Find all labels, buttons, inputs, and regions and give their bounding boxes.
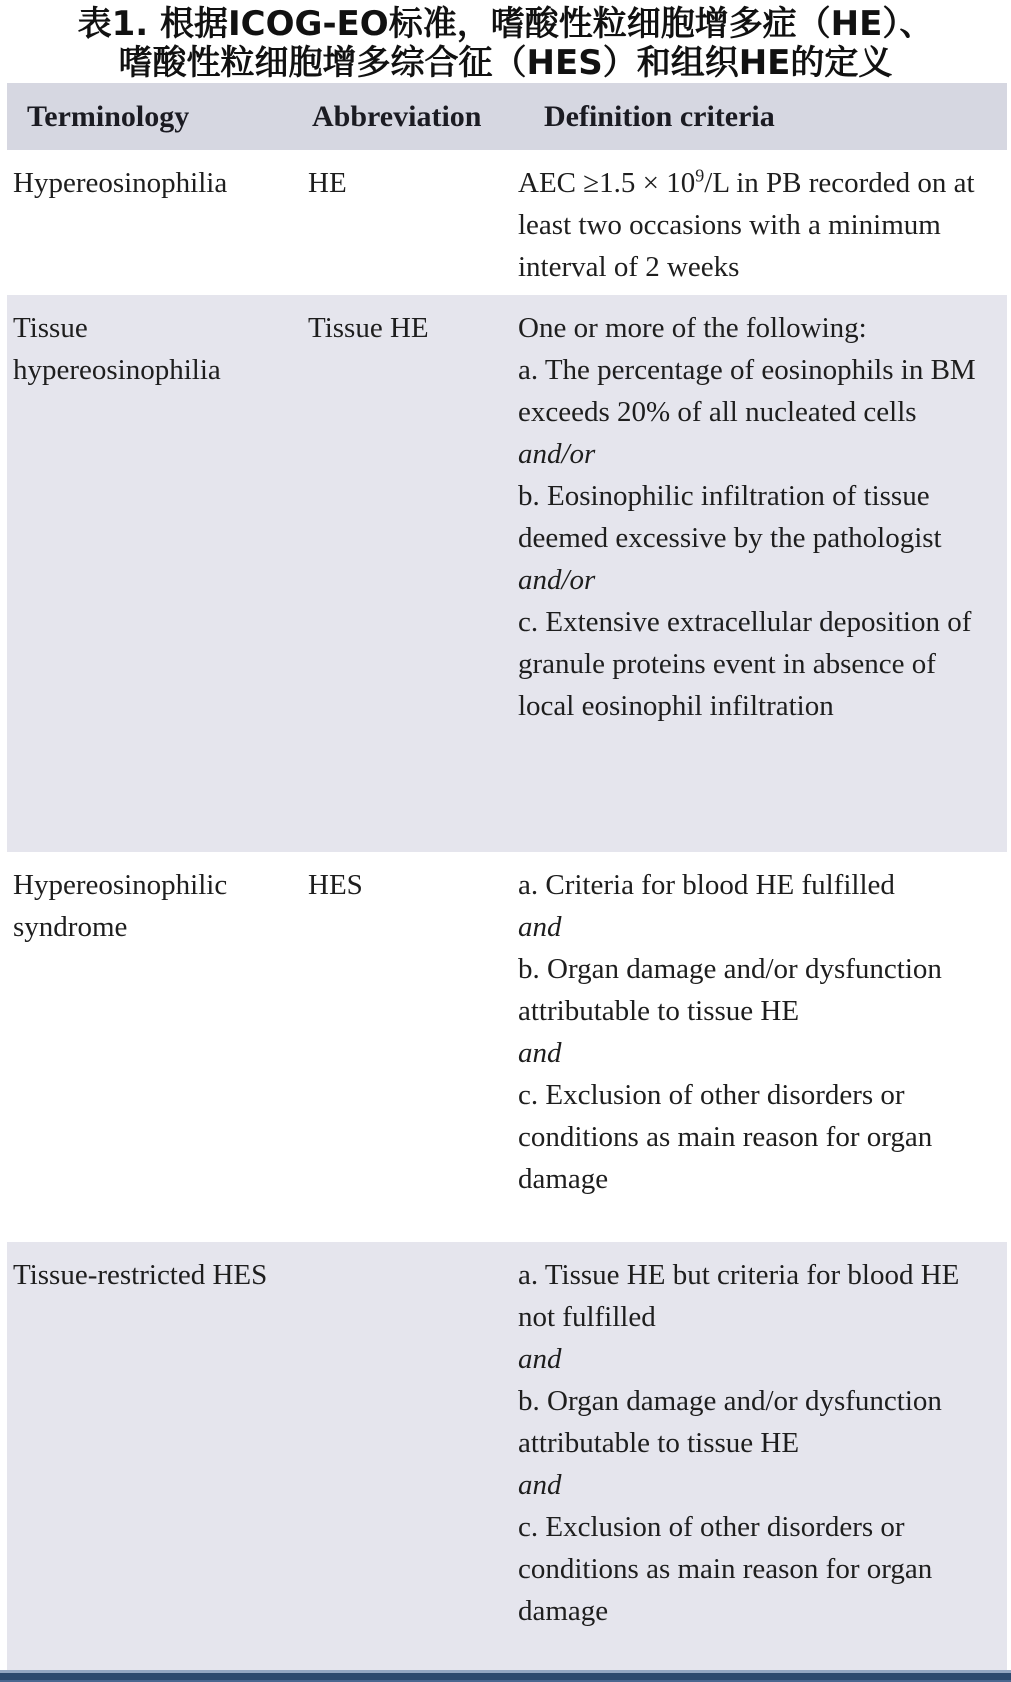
table-caption-line2: 嗜酸性粒细胞增多综合征（HES）和组织HE的定义 <box>118 43 893 83</box>
abbreviation-cell <box>302 1242 512 1670</box>
definition-connector: and <box>518 1343 562 1375</box>
terminology-cell: Tissue-restricted HES <box>13 1259 268 1291</box>
terminology-cell: Hypereosinophilic syndrome <box>13 869 228 943</box>
table-row-hypereosinophilic-syndrome <box>7 852 1007 1242</box>
definition-line: b. Eosinophilic infiltration of tissue deemed excessive by the pathologist <box>518 480 942 554</box>
bottom-rule-bar <box>0 1670 1011 1682</box>
definition-cell <box>512 150 1007 295</box>
definition-connector: and <box>518 1037 562 1069</box>
definition-cell <box>512 852 1007 1242</box>
superscript-exponent: 9 <box>695 165 705 186</box>
bottom-rule-dark-stripe <box>0 1673 1011 1680</box>
terminology-cell: Hypereosinophilia <box>13 167 228 199</box>
definition-line <box>518 162 995 288</box>
definition-cell <box>512 1242 1007 1670</box>
header-abbreviation: Abbreviation <box>312 99 482 133</box>
abbreviation-cell: HE <box>308 167 347 199</box>
definition-line: a. Criteria for blood HE fulfilled <box>518 869 895 901</box>
definition-line: a. Tissue HE but criteria for blood HE not fulfilled <box>518 1259 960 1333</box>
definition-connector: and/or <box>518 564 596 596</box>
definition-cell <box>512 295 1007 852</box>
definition-text: /L in PB recorded on at least two occasions with a minimum interval of 2 weeks <box>518 167 975 283</box>
table-row-tissue-hypereosinophilia <box>7 295 1007 852</box>
table-header-row <box>7 83 1007 150</box>
definition-text: AEC ≥1.5 × 10 <box>518 167 696 199</box>
definition-line: c. Exclusion of other disorders or conditions as main reason for organ damage <box>518 1079 933 1195</box>
definition-line: b. Organ damage and/or dysfunction attributable to tissue HE <box>518 953 942 1027</box>
definition-line: a. The percentage of eosinophils in BM exceeds 20% of all nucleated cells <box>518 354 976 428</box>
table-caption-line1: 表1. 根据ICOG-EO标准，嗜酸性粒细胞增多症（HE）、 <box>77 4 934 44</box>
definition-table <box>7 83 1007 1670</box>
table-caption <box>0 0 1011 83</box>
definition-line: c. Extensive extracellular deposition of granule proteins event in absence of local eosinophil infiltration <box>518 606 972 722</box>
table-row-tissue-restricted-hes <box>7 1242 1007 1670</box>
terminology-cell: Tissue hypereosinophilia <box>13 312 221 386</box>
header-definition-criteria: Definition criteria <box>544 99 775 133</box>
abbreviation-cell: Tissue HE <box>308 312 429 344</box>
definition-connector: and <box>518 1469 562 1501</box>
table-row-hypereosinophilia <box>7 150 1007 295</box>
definition-connector: and <box>518 911 562 943</box>
definition-line: One or more of the following: <box>518 312 867 344</box>
definition-connector: and/or <box>518 438 596 470</box>
abbreviation-cell: HES <box>308 869 363 901</box>
definition-line: b. Organ damage and/or dysfunction attributable to tissue HE <box>518 1385 942 1459</box>
definition-line: c. Exclusion of other disorders or conditions as main reason for organ damage <box>518 1511 933 1627</box>
header-terminology: Terminology <box>27 99 190 133</box>
